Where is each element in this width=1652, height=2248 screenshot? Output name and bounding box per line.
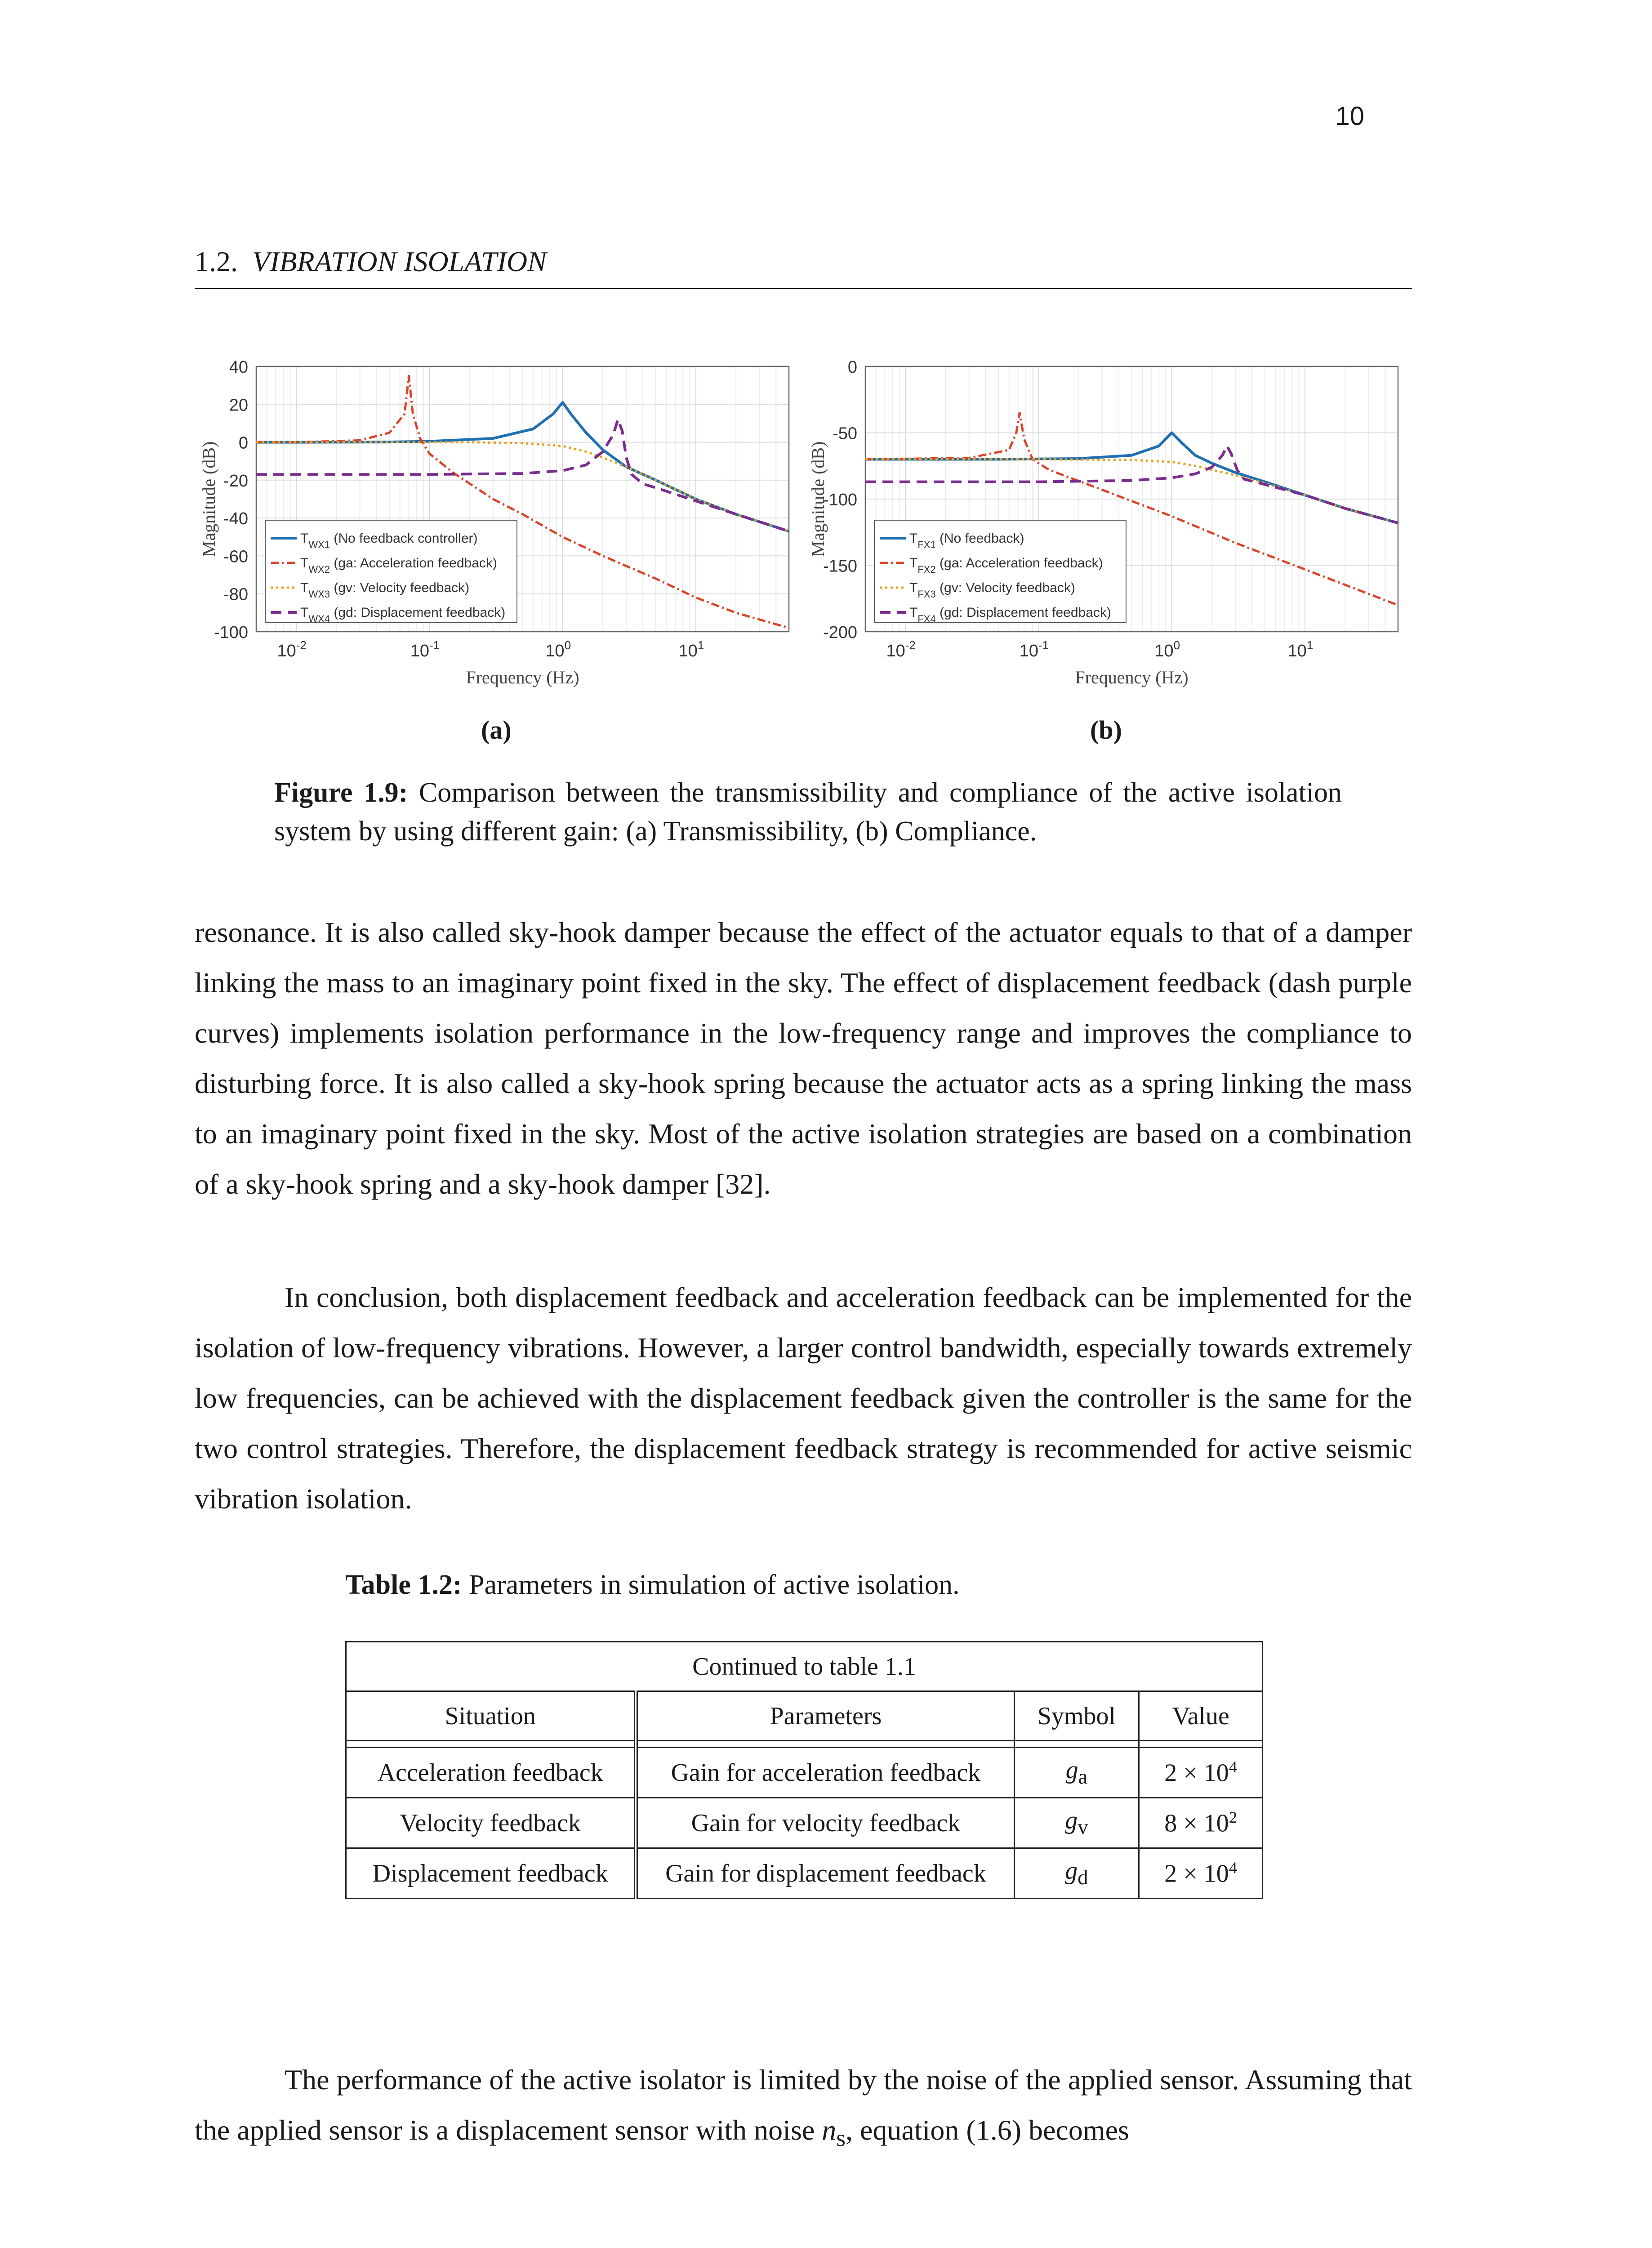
x-tick-label: $10^{-1}$ xyxy=(1019,638,1049,660)
table-cell-situation: Acceleration feedback xyxy=(346,1748,636,1798)
legend-entry: $T_{FX1}$ (No feedback) xyxy=(909,531,1024,550)
table-cell-value: $8 \times 10^2$ xyxy=(1139,1798,1263,1848)
table-row xyxy=(346,1798,1263,1848)
body-paragraph-3 xyxy=(195,2055,1412,2163)
table-continued-note: Continued to table 1.1 xyxy=(346,1642,1263,1691)
y-tick-label: -200 xyxy=(823,623,857,642)
x-tick-label: $10^1$ xyxy=(1287,638,1314,660)
body-paragraph-1-text: resonance. It is also called sky-hook damper because the effect of the actuator equals to that of a damper linking the mass to an imaginary point fixed in the sky. The effect of displacement feedback (dash purple curves) implements isolation performance in the low-frequency range and improves the compliance to disturbing force. It is also called a sky-hook spring because the actuator acts as a spring linking the mass to an imaginary point fixed in the sky. Most of the active isolation strategies are based on a combination of a sky-hook spring and a sky-hook damper [32]. xyxy=(195,916,1412,1200)
running-head xyxy=(195,245,547,278)
table-header-parameters: Parameters xyxy=(636,1691,1014,1741)
chart-transmissibility xyxy=(189,351,814,710)
subfigure-label-b: (b) xyxy=(1090,715,1122,745)
subfigure-label-a: (a) xyxy=(481,715,512,745)
figure-caption-label: Figure 1.9: xyxy=(274,777,408,808)
y-tick-label: 0 xyxy=(238,433,248,453)
legend-entry: $T_{WX4}$ (gd: Displacement feedback) xyxy=(300,605,506,624)
y-tick-label: -100 xyxy=(214,623,248,642)
x-tick-label: $10^0$ xyxy=(545,638,571,660)
page-number: 10 xyxy=(1335,102,1364,131)
body-paragraph-2 xyxy=(195,1272,1412,1524)
table-cell-parameter: Gain for acceleration feedback xyxy=(636,1748,1014,1798)
y-tick-label: -40 xyxy=(223,509,248,529)
parameters-table xyxy=(345,1641,1263,1899)
x-axis-label: Frequency (Hz) xyxy=(1075,667,1189,687)
legend-entry: $T_{FX4}$ (gd: Displacement feedback) xyxy=(909,605,1111,624)
chart-compliance xyxy=(798,351,1423,710)
body-paragraph-1 xyxy=(195,907,1412,1209)
y-tick-label: -20 xyxy=(223,471,248,491)
y-tick-label: -60 xyxy=(223,547,248,566)
table-header-symbol: Symbol xyxy=(1014,1691,1139,1741)
header-rule xyxy=(195,288,1412,289)
figure-caption xyxy=(274,773,1342,851)
body-paragraph-3-text: The performance of the active isolator is limited by the noise of the applied sensor. Assuming that the applied sensor is a displacement sensor with noise $n_s$, equation (1.6) becomes xyxy=(195,2064,1412,2151)
x-tick-label: $10^{-2}$ xyxy=(886,638,916,660)
x-tick-label: $10^{-2}$ xyxy=(277,638,307,660)
y-axis-label: Magnitude (dB) xyxy=(808,441,828,557)
y-tick-label: 40 xyxy=(229,358,248,377)
x-axis-label: Frequency (Hz) xyxy=(466,667,579,687)
table-cell-value: $2 \times 10^4$ xyxy=(1139,1848,1263,1899)
x-tick-label: $10^1$ xyxy=(678,638,704,660)
table-caption xyxy=(345,1569,960,1601)
y-axis-label: Magnitude (dB) xyxy=(199,441,219,557)
table-caption-text: Parameters in simulation of active isolation. xyxy=(469,1570,960,1600)
legend-entry: $T_{WX2}$ (ga: Acceleration feedback) xyxy=(300,556,497,575)
running-head-title: VIBRATION ISOLATION xyxy=(252,245,547,277)
running-head-section: 1.2. xyxy=(195,245,238,277)
y-tick-label: -50 xyxy=(833,424,857,443)
table-cell-parameter: Gain for displacement feedback xyxy=(636,1848,1014,1899)
table-cell-symbol: $g_a$ xyxy=(1014,1748,1139,1798)
table-header-value: Value xyxy=(1139,1691,1263,1741)
y-tick-label: -100 xyxy=(823,491,857,509)
table-cell-symbol: $g_d$ xyxy=(1014,1848,1139,1899)
x-tick-label: $10^0$ xyxy=(1154,638,1180,660)
table-cell-symbol: $g_v$ xyxy=(1014,1798,1139,1848)
figure-caption-text: Comparison between the transmissibility and compliance of the active isolation system by using different gain: (a) Transmissibility, (b) Compliance. xyxy=(274,777,1342,847)
table-cell-value: $2 \times 10^4$ xyxy=(1139,1748,1263,1798)
legend-entry: $T_{WX3}$ (gv: Velocity feedback) xyxy=(300,580,470,600)
table-cell-situation: Velocity feedback xyxy=(346,1798,636,1848)
table-cell-parameter: Gain for velocity feedback xyxy=(636,1798,1014,1848)
y-tick-label: 0 xyxy=(847,358,857,377)
table-header-situation: Situation xyxy=(346,1691,636,1741)
table-row xyxy=(346,1748,1263,1798)
body-paragraph-2-text: In conclusion, both displacement feedback and acceleration feedback can be implemented for the isolation of low-frequency vibrations. However, a larger control bandwidth, especially towards extremely low frequencies, can be achieved with the displacement feedback given the controller is the same for the two control strategies. Therefore, the displacement feedback strategy is recommended for active seismic vibration isolation. xyxy=(195,1281,1412,1515)
y-tick-label: -150 xyxy=(823,557,857,576)
y-tick-label: 20 xyxy=(229,396,248,415)
legend-entry: $T_{FX3}$ (gv: Velocity feedback) xyxy=(909,580,1075,600)
y-tick-label: -80 xyxy=(223,585,248,604)
table-row xyxy=(346,1848,1263,1899)
table-cell-situation: Displacement feedback xyxy=(346,1848,636,1899)
x-tick-label: $10^{-1}$ xyxy=(410,638,440,660)
legend-entry: $T_{FX2}$ (ga: Acceleration feedback) xyxy=(909,556,1103,575)
legend-entry: $T_{WX1}$ (No feedback controller) xyxy=(300,531,478,550)
table-caption-label: Table 1.2: xyxy=(345,1570,462,1600)
